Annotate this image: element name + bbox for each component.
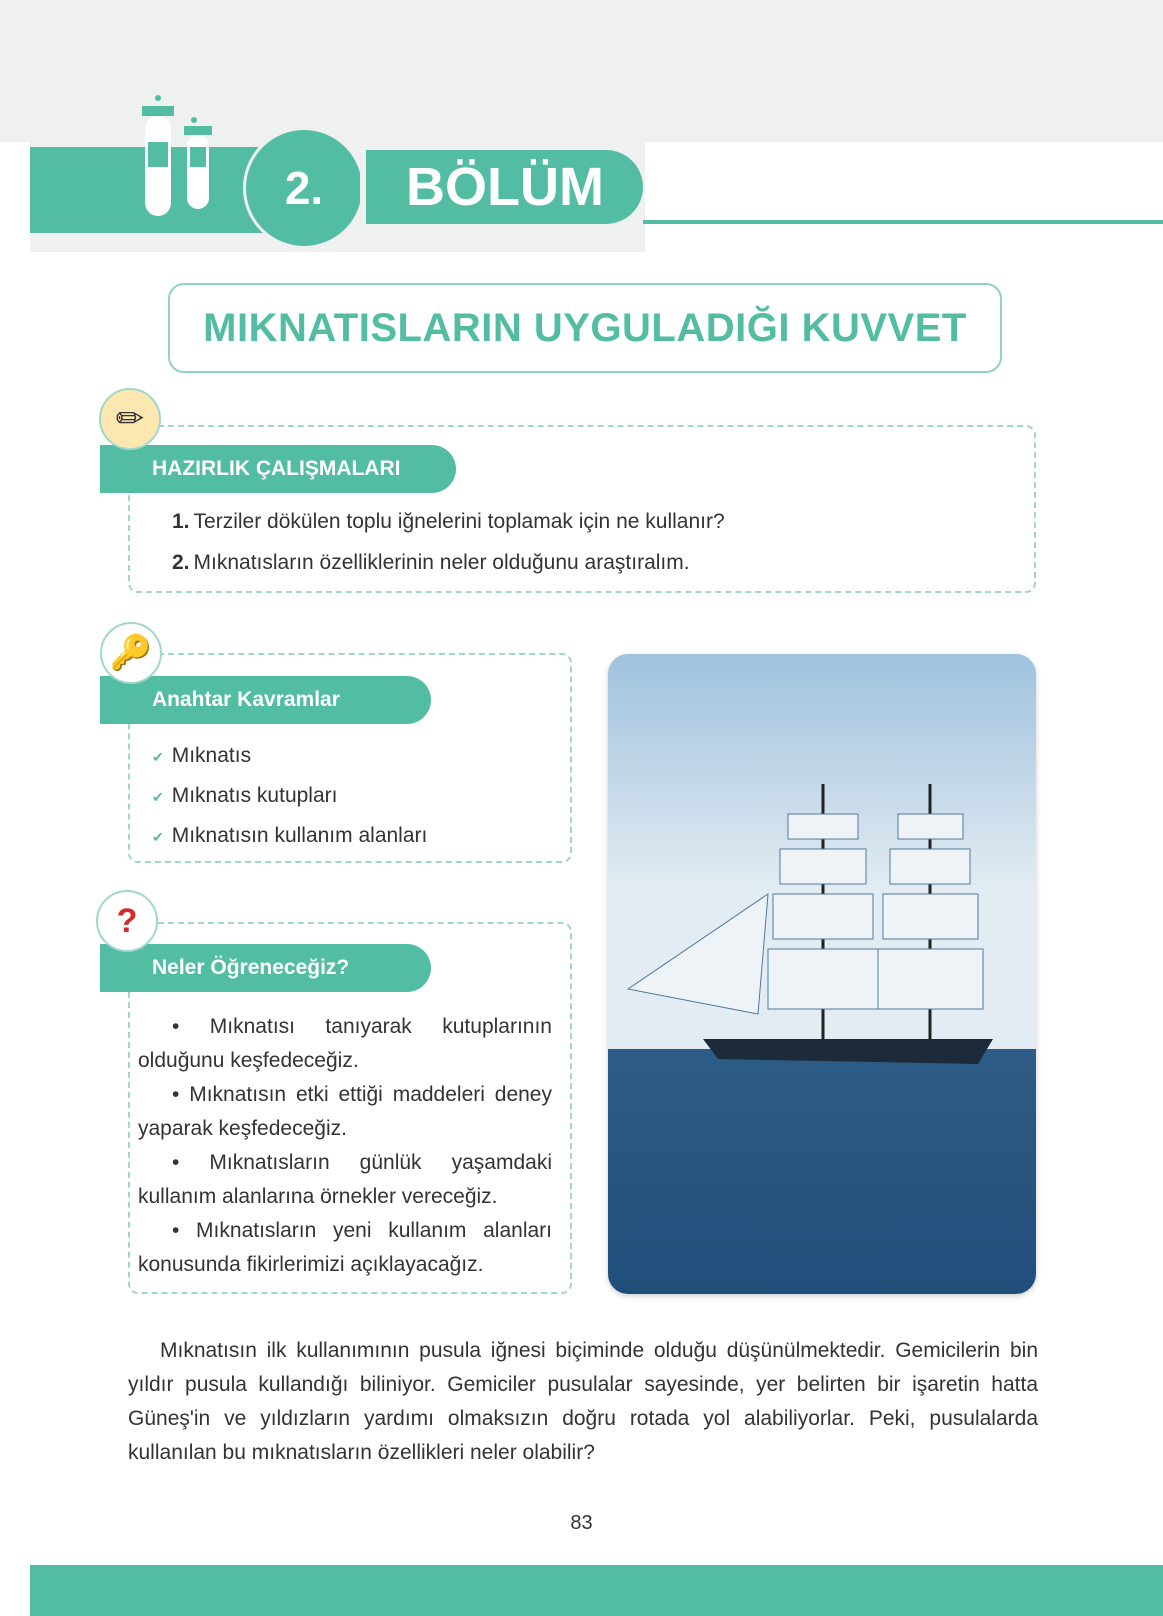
intro-paragraph: Mıknatısın ilk kullanımının pusula iğnesi biçiminde olduğu düşünülmektedir. Gemicilerin bin yıldır pusula kullandığı biliniyor. Gemiciler pusulalar sayesinde, yer belirten bir işaretin hatta Güneş'in ve yıldızların yardımı olmaksızın doğru rotada yol alabiliyorlar. Peki, pusulalarda kullanılan bu mıknatısların özellikleri neler olabilir?: [128, 1339, 1038, 1464]
page-title: MIKNATISLARIN UYGULADIĞI KUVVET: [168, 283, 1002, 373]
check-icon: ✔: [152, 749, 164, 765]
concept-item: ✔ Mıknatısın kullanım alanları: [152, 824, 428, 847]
header-rule: [643, 220, 1163, 224]
question-mark-icon: ?: [96, 890, 158, 952]
check-icon: ✔: [152, 789, 164, 805]
page-number: 83: [570, 1512, 593, 1534]
question-1: 1. Terziler dökülen toplu iğnelerini toplamak için ne kullanır?: [172, 510, 725, 533]
key-concepts-heading: Anahtar Kavramlar: [100, 676, 431, 724]
learn-heading: Neler Öğreneceğiz?: [100, 944, 431, 992]
pencil-mascot-icon: ✏: [99, 388, 161, 450]
learn-item: • Mıknatısın etki ettiği maddeleri deney yaparak keşfedeceğiz.: [138, 1083, 552, 1140]
chapter-number: 2.: [243, 127, 365, 249]
learn-item: • Mıknatısı tanıyarak kutuplarının olduğunu keşfedeceğiz.: [138, 1015, 552, 1072]
learn-item: • Mıknatısların günlük yaşamdaki kullanım alanlarına örnekler vereceğiz.: [138, 1151, 552, 1208]
preparation-heading: HAZIRLIK ÇALIŞMALARI: [100, 445, 456, 493]
footer-bar: [30, 1565, 1163, 1616]
key-icon: 🔑: [100, 622, 162, 684]
test-tubes-icon: [138, 92, 218, 227]
concept-item: ✔ Mıknatıs kutupları: [152, 784, 338, 807]
chapter-label: BÖLÜM: [360, 150, 643, 224]
question-2: 2. Mıknatısların özelliklerinin neler olduğunu araştıralım.: [172, 551, 690, 574]
check-icon: ✔: [152, 829, 164, 845]
concept-item: ✔ Mıknatıs: [152, 744, 252, 767]
learn-item: • Mıknatısların yeni kullanım alanları konusunda fikirlerimizi açıklayacağız.: [138, 1219, 552, 1276]
learn-list: [138, 1010, 552, 1282]
sailing-ship-image: [608, 654, 1036, 1294]
